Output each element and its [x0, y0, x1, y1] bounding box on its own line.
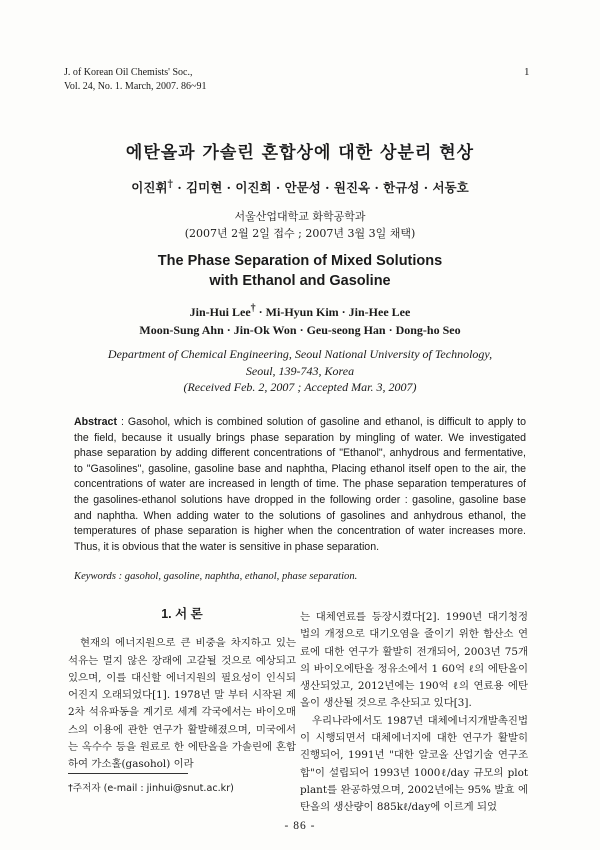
korean-dates: (2007년 2월 2일 접수 ; 2007년 3월 3일 채택) — [184, 227, 416, 240]
english-coauthors-line1: · Mi-Hyun Kim · Jin-Hee Lee — [258, 305, 411, 319]
korean-coauthors: · 김미현 · 이진희 · 안문성 · 원진옥 · 한규성 · 서동호 — [177, 180, 469, 196]
english-title-line1: The Phase Separation of Mixed Solutions — [157, 253, 443, 269]
page-footer-number: - 86 - — [284, 820, 316, 832]
korean-authors — [0, 178, 600, 196]
journal-volume: Vol. 24, No. 1. March, 2007. 86~91 — [64, 81, 207, 92]
abstract — [74, 415, 526, 555]
korean-department: 서울산업대학교 화학공학과 — [234, 210, 366, 223]
english-first-author: Jin-Hui Lee — [189, 305, 251, 319]
footnote-corresponding-author: †주저자 (e-mail : jinhui@snut.ac.kr) — [68, 783, 234, 794]
section-heading: 1. 서 론 — [161, 607, 203, 621]
introduction-paragraph-1-cont: 는 대체연료를 등장시켰다[2]. 1990년 대기청정법의 개정으로 대기오염을 줄이기 위한 함산소 연료에 대한 연구가 활발히 전개되어, 2003년 75개의 바이오에탄올 정유소에서 1 60억 ℓ의 에탄올이 생산되었고, 2012년에는 190억 ℓ의 연료용 에탄올이 생산될 것으로 추산되고 있다[3]. — [300, 611, 528, 710]
introduction-paragraph-2: 우리나라에서도 1987년 대체에너지개발촉진법이 시행되면서 대체에너지에 대한 연구가 활발히 진행되어, 1991년 "대한 알코올 산업기술 연구조합"이 설립되어 1993년 1000ℓ/day 규모의 plot plant를 완공하였으며, 2002년에는 95% 발효 에탄올의 생산량이 885kℓ/day에 이르게 되었 — [300, 714, 528, 814]
journal-name: J. of Korean Oil Chemists' Soc., — [64, 67, 193, 78]
corresponding-author-mark: † — [167, 178, 173, 190]
english-title-line2: with Ethanol and Gasoline — [209, 273, 391, 289]
english-title — [0, 251, 600, 291]
introduction-paragraph-1: 현재의 에너지원으로 큰 비중을 차지하고 있는 석유는 멀지 않은 장래에 고갈될 것으로 예상되고 있으며, 이를 대신할 에너지원의 필요성이 인식되어진지 오래되었다[1]. 1978년 말 부터 시작된 제2차 석유파동을 계기로 세계 각국에서는 바이오매스의 이용에 관한 연구가 활발해졌으며, 미국에서는 옥수수 등을 원료로 한 에탄올을 가솔린에 혼합하여 가소홀(gasohol) 이라 — [68, 637, 296, 771]
english-address: Seoul, 139-743, Korea — [245, 363, 355, 378]
footnote-rule — [68, 773, 188, 774]
english-corresponding-mark: † — [250, 303, 256, 314]
page-number-top: 1 — [524, 66, 530, 78]
right-column — [300, 609, 528, 817]
journal-citation — [64, 66, 206, 94]
abstract-text: : Gasohol, which is combined solution of gasoline and ethanol, is difficult to apply to the field, because it usually brings phase separation by mingling of water. We investigated phase separation by adding different concentrations of "Ethanol", anhydrous and fermentative, to "Gasolines", gasoline, gasoline base and naphtha, Placing ethanol itself open to the air, the concentrations of water are increased in length of time. The phase separation temperatures of the gasolines-ethanol solutions have dropped in the following order : gasoline, gasoline base and naphtha. When adding water to the solutions of gasolines and anhydrous ethanol, the temperatures of phase separation is higher when the concentration of water increases more. Thus, it is obvious that the water is sensitive in phase separation. — [74, 416, 526, 553]
english-authors-line2: Moon-Sung Ahn · Jin-Ok Won · Geu-seong Han · Dong-ho Seo — [139, 323, 461, 337]
english-affiliation — [0, 346, 600, 396]
english-authors-line1 — [0, 300, 600, 321]
english-authors — [0, 300, 600, 339]
korean-first-author: 이진휘 — [131, 180, 168, 196]
korean-title: 에탄올과 가솔린 혼합상에 대한 상분리 현상 — [125, 143, 475, 163]
abstract-label: Abstract — [74, 416, 117, 428]
korean-affiliation — [0, 208, 600, 242]
english-department: Department of Chemical Engineering, Seoul National University of Technology, — [107, 347, 493, 361]
left-column — [68, 606, 296, 774]
english-dates: (Received Feb. 2, 2007 ; Accepted Mar. 3, 2007) — [183, 380, 417, 394]
keywords: Keywords : gasohol, gasoline, naphtha, ethanol, phase separation. — [74, 571, 358, 582]
